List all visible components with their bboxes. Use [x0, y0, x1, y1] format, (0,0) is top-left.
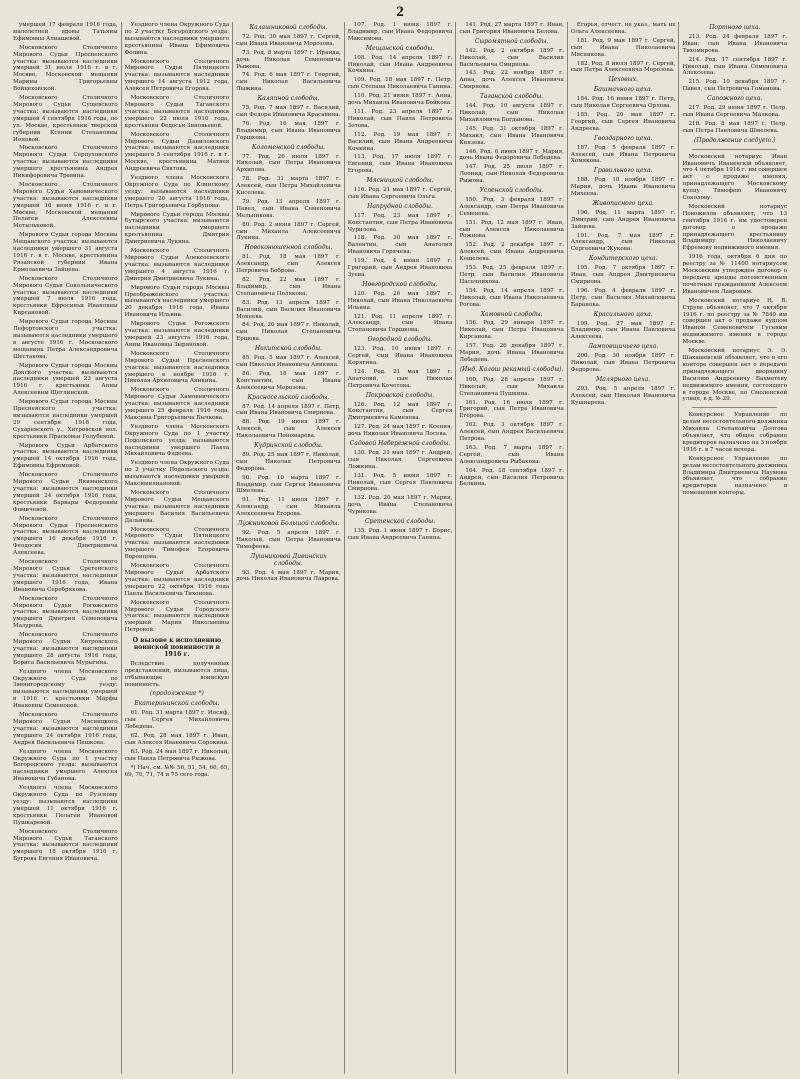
notice-paragraph: *) Нач. см. №№ 56, 51, 54, 60, 65, 69, 70, 71, 74 и 75 сего года.	[124, 764, 230, 778]
notice-paragraph: 111. Род. 23 апреля 1897 г. Николай, сын Павла Петровича Зотова.	[347, 108, 453, 129]
notice-paragraph: 199. Род. 27 мая 1897 г. Владимир, сын Ивана Павловича Алексеева.	[570, 320, 676, 341]
notice-paragraph: 88. Род. 19 июня 1897 г. Алексей, сын Алексея Николаевича Пономарева.	[236, 419, 341, 440]
notice-paragraph: 213. Род. 24 февраля 1897 г. Иван, сын Ивана Ивановича Тихомирова.	[682, 33, 788, 54]
notice-paragraph: 130. Род. 31 мая 1897 г. Андрей, сын Николая Сергеевича Ложкина.	[347, 449, 453, 470]
section-heading: Кудринской слободы.	[254, 442, 323, 450]
notice-paragraph: 113. Род. 17 июля 1897 г. Евгений, сын Ивана Ивановича Егорова.	[347, 154, 453, 175]
notice-paragraph: 74. Род. 6 мая 1897 г. Георгий, сын Николая Васильевича Лыжина.	[236, 72, 341, 93]
notice-paragraph: 161. Род. 16 июля 1897 г. Григорий, сын Петра Ивановича Егорова.	[459, 399, 564, 420]
notice-paragraph: 73. Род. 8 марта 1897 г. Ираида, дочь Николая Семеновича Рыжова.	[236, 49, 341, 70]
column-3	[233, 22, 345, 1074]
section-heading: Каляпной слободы.	[257, 95, 320, 103]
notice-paragraph: 160. Род. 28 апреля 1897 г. Николай, сын Михаила Степановича Пушкина.	[459, 376, 564, 397]
notice-paragraph: Уездного члена Московского Окружного Суда по Звенигородскому уезду: вызываются наследники умершей в 1916 г. крестьянки Марфы Ивановны Семеновой.	[13, 668, 118, 710]
notice-paragraph: 182. Род. 8 июля 1897 г. Сергей, сын Петра Алексеевича Морозова.	[570, 60, 676, 74]
notice-paragraph: 187. Род. 5 февраля 1897 г. Алексей, сын Ивана Петровича Хомякова.	[570, 144, 676, 165]
notice-paragraph: Мирового Судьи Рогожского участка: вызываются наследники умершей 23 августа 1916 года, Анны Ивановны Зыряновой.	[124, 321, 230, 348]
notice-paragraph: Вследствие полученных представлений, вызываются лица, отбывающие воинскую повинность.	[124, 660, 230, 688]
section-heading: Мясницкой слободы.	[366, 177, 434, 185]
section-heading: Коломенской слободы.	[251, 143, 326, 151]
notice-paragraph: Московского Столичного Мирового Судьи Мясницкого участка: вызываются наследники умершего 24 октября 1916 года, Андрея Васильевича Пешкова.	[13, 712, 118, 746]
notice-paragraph: 153. Род. 25 февраля 1897 г. Петр, сын Василия Ивановича Пасечникова.	[459, 265, 564, 285]
section-heading: Малярного цеха.	[596, 375, 651, 383]
notice-paragraph: 188. Род. 18 ноября 1897 г. Мария, дочь Ивана Ивановича Михеева.	[570, 177, 676, 198]
notice-paragraph: Уездного члена Окружного Суда по 2 участку Подольского уезда: вызываются наследники умершей Максимилиановой.	[124, 460, 230, 488]
divider	[692, 149, 777, 150]
notice-paragraph: 116. Род. 21 мая 1897 г. Сергей, сын Ивана Сергеевича Ольга.	[347, 187, 453, 200]
notice-paragraph: 163. Род. 7 марта 1897 г. Сергей, сын Ивана Александровича Рыбакова.	[459, 444, 564, 465]
notice-paragraph: 120. Род. 26 мая 1897 г. Николай, сын Ивана Николаевича Ильина.	[347, 290, 453, 311]
section-heading: Ламповщичьего цеха.	[588, 343, 659, 351]
notice-paragraph: 195. Род. 7 октября 1897 г. Иван, сын Андрея Дмитриевича Смирнова.	[570, 265, 676, 285]
notice-paragraph: Уездного члена Окружного Суда по 2 участку Богородского уезда: вызываются наследники умершего крестьянина Ивана Ефимовича Фолина.	[124, 22, 230, 56]
notice-paragraph: 76. Род. 16 мая 1897 г. Владимир, сын Ивана Ивановича Горшкова.	[236, 120, 341, 141]
notice-paragraph: Егорья, отчест. не указ., мать их Ольга Алексеевна.	[570, 22, 676, 35]
notice-paragraph: Московского Столичного Мирового Судьи Сущевского участка: вызываются наследники умершей 4 сентября 1916 года, по ул. Москве, крестьянки тверской губернии Ксении Степановны Ионовой.	[13, 95, 118, 143]
notice-paragraph: 141. Род. 27 марта 1897 г. Иван, сын Григория Ивановича Белова.	[459, 22, 564, 35]
column-1	[10, 22, 122, 1074]
notice-paragraph: 1916 года, октября 6 дня по реестру за № 11400 нотариусом Московским утвержден договор о передаче аренды потомственным почетным гражданином Алексеем Ивановичем Лавровым.	[682, 254, 788, 295]
notice-paragraph: 181. Род. 9 мая 1897 г. Сергей, сын Ивана Николаевича Мясникова.	[570, 37, 676, 58]
notice-paragraph: 215. Род. 10 декабря 1897 г. Павел, сын Петровича Гоманова.	[682, 79, 788, 93]
notice-paragraph: Московского Столичного Мирового Судьи Хитровского участка: вызываются наследники умершего 28 августа 1916 года, Бориса Васильевича Мурыгина.	[13, 632, 118, 666]
notice-paragraph: 144. Род. 10 августа 1897 г. Николай, сын Николая Михайловича Богданова.	[459, 103, 564, 123]
notice-paragraph: Мирового Судьи города Москвы Мещанского участка: вызываются наследники умершего 31 августа 1916 г. в г. Москве, крестьянина Рязанской губернии Ивана Ермолаевича Зайцева.	[13, 232, 118, 273]
notice-paragraph: Конкурсное Управление по делам несостоятельного должника Михаила Степановича Долгова объявляет, что общее собрание кредиторов назначено на 3 ноября 1916 г. в 7 часов вечера.	[682, 412, 788, 453]
notice-paragraph: 61. Род. 31 марта 1897 г. Иосиф, сын Сергея Михайловича Лебедева.	[124, 710, 230, 731]
notice-paragraph: Конкурсное Управление по делам несостоятельного должника Владимира Дмитриевича Наумова объявляет, что собрание кредиторов назначено в помещении конторы.	[682, 455, 788, 497]
section-heading: Хамовной слободы.	[480, 310, 543, 318]
notice-paragraph: Московский нотариус Новожилов объявляет, что 13 сентября 1916 г. им удостоверен договор о продаже принадлежащего крестьянину Владимиру Николаевичу Ефремову недвижимого имения.	[682, 203, 788, 252]
notice-paragraph: 117. Род. 23 мая 1897 г. Константин, сын Петра Ивановича Чурилова.	[347, 212, 453, 233]
article-heading: О вызове к исполнению воинской повинности в 1916 г.	[132, 637, 222, 658]
notice-paragraph: Московского Столичного Мирового Судьи Пятницкого участка: вызываются наследники умершего 14 августа 1912 года, Алексея Петровича Егорова.	[124, 58, 230, 93]
section-heading: Живописного цеха.	[592, 199, 654, 207]
notice-paragraph: 126. Род. 12 мая 1897 г. Константин, сын Сергея Дмитриевича Каменева.	[347, 401, 453, 422]
notice-paragraph: Московского Столичного Мирового Судьи Хамовнического участка: вызываются наследники умершей 16 июня 1916 г. в г. Москве, Московской мещанки Пелагеи Алексеевны Мотыльковой.	[13, 181, 118, 230]
notice-paragraph: 157. Род. 26 декабря 1897 г. Мария, дочь Ивана Ивановича Лебедева.	[459, 343, 564, 363]
notice-paragraph: 81. Род. 18 мая 1897 г. Александр, сын Алексея Петровича Боброва.	[236, 254, 341, 275]
section-heading: Сретенской слободы.	[364, 518, 436, 526]
notice-paragraph: 86. Род. 18 мая 1897 г. Константин, сын Ивана Алексеевича Морозова.	[236, 370, 341, 391]
notice-paragraph: 147. Род. 25 июля 1897 г. Леонид, сын Николая Федоровича Рыжова.	[459, 164, 564, 185]
notice-paragraph: 91. Род. 11 июля 1897 г. Александр, сын Михаила Алексеевича Егорова.	[236, 497, 341, 518]
notice-paragraph: Московского Столичного Мирового Судьи Мещанского участка: вызываются наследники умершего Василия Васильевича Дальнева.	[124, 490, 230, 524]
notice-paragraph: 156. Род. 29 января 1897 г. Николай, сын Петра Ивановича Кирсанова.	[459, 320, 564, 341]
notice-paragraph: Мирового Судьи города Москвы Пресненского участка: вызываются наследники умершей 29 сентября 1916 года, Сухаревского у., Хитровской вол. крестьянки Прасковьи Голубевой.	[13, 399, 118, 440]
editorial-note: (продолжение *)	[149, 690, 204, 698]
notice-paragraph: 123. Род. 10 июня 1897 г. Сергей, сын Ивана Ивановича Корягина.	[347, 346, 453, 366]
notice-paragraph: 75. Род. 7 мая 1897 г. Василий, сын Федора Ивановича Красавина.	[236, 105, 341, 118]
notice-paragraph: 62. Род. 28 мая 1897 г. Иван, сын Алексея Ивановича Сорокина.	[124, 733, 230, 746]
section-heading: Новоконюшенной слободы.	[244, 244, 333, 252]
notice-paragraph: 203. Род. 5 апреля 1897 г. Алексей, сын Николая Ивановича Кушнарева.	[570, 385, 676, 406]
notice-paragraph: Московского Столичного Мирового Судьи Таганского участка: вызываются наследники умершего 18 октября 1916 г. Бугрова Евгения Ивановича.	[13, 828, 118, 863]
section-heading: Сыромятной слободы.	[474, 37, 549, 45]
notice-paragraph: 90. Род. 10 марта 1897 г. Владимир, сын Сергея Ивановича Шмелева.	[236, 474, 341, 495]
notice-paragraph: 118. Род. 30 мая 1897 г. Валентин, сын Анатолия Ивановича Горячева.	[347, 235, 453, 256]
notice-paragraph: 63. Род. 24 мая 1897 г. Николай, сын Павла Петровича Рыжова.	[124, 748, 230, 762]
section-heading: Огородной слободы.	[367, 336, 433, 344]
notice-paragraph: 190. Род. 11 марта 1897 г. Дмитрий, сын Андрея Ивановича Зайцева.	[570, 209, 676, 230]
notice-paragraph: 127. Род. 24 мая 1897 г. Ксения, дочь Николая Ивановича Лосева.	[347, 424, 453, 438]
notice-paragraph: 83. Род. 13 апреля 1897 г. Василий, сын Василия Ивановича Мокеева.	[236, 299, 341, 320]
notice-paragraph: Московского Столичного Мирового Судьи Даниловского участка: вызываются наследники умершего 5 сентября 1916 г. в г. Москве, крестьянина Матвея Андреевича Святова.	[124, 131, 230, 173]
notice-paragraph: Мирового Судьи города Москвы Лефортовского участка: вызываются наследники умершего в августе 1916 г. Московского мещанина Петра Александровича Шестакова.	[13, 319, 118, 360]
notice-paragraph: 109. Род. 18 мая 1897 г. Петр, сын Степана Николаевича Ганина.	[347, 77, 453, 91]
notice-paragraph: 107. Род. 1 июня 1897 г. Владимир, сын Ивана Федоровича Максимова.	[347, 22, 453, 42]
notice-paragraph: 196. Род. 4 февраля 1897 г. Петр, сын Василия Михайловича Баранова.	[570, 287, 676, 308]
section-heading: Садовой Набережной слободы.	[349, 440, 451, 448]
notice-paragraph: Московский нотариус Иван Ивановичъ Иваневскій объявляет, что 4 октября 1916 г. им совершен акт о продаже имения, принадлежащего Московскому купцу Тимофею Ивановичу Соколову.	[682, 153, 788, 202]
notice-paragraph: Московского Столичного Мирового Судьи Серпуховского участка: вызываются наследники умершего крестьянина Андрея Никифоровича Травина.	[13, 145, 118, 180]
notice-paragraph: 131. Род. 5 июня 1897 г. Николай, сын Сергея Павловича Смирнова.	[347, 472, 453, 493]
section-heading: Лужниковой Большой слободы.	[237, 520, 340, 528]
notice-paragraph: 112. Род. 19 мая 1897 г. Василий, сын Ивана Андреевича Кочкина.	[347, 131, 453, 152]
notice-paragraph: 84. Род. 20 мая 1897 г. Николай, сын Николая Степановича Ершова.	[236, 322, 341, 343]
notice-paragraph: Московского Столичного Мирового Судьи Пресненского участка: вызываются наследники умершего 16 декабря 1916 г. Феодосия Дмитриевича Алексеева.	[13, 515, 118, 557]
column-2	[122, 22, 234, 1074]
notice-paragraph: 150. Род. 3 февраля 1897 г. Александр, сын Петра Ивановича Семенова.	[459, 196, 564, 217]
notice-paragraph: 164. Род. 18 сентября 1897 г. Андрей, сын Василия Петровича Белкина.	[459, 467, 564, 488]
notice-paragraph: 200. Род. 30 ноября 1897 г. Николай, сын Ивана Петровича Федорова.	[570, 353, 676, 373]
notice-paragraph: Московского Столичного Мирового Судьи Арбатского участка: вызываются наследники умершего 22 октября 1916 года Павла Васильевича Тихонова.	[124, 563, 230, 597]
notice-paragraph: 152. Род. 2 декабря 1897 г. Алексей, сын Ивана Андреевича Кошелева.	[459, 242, 564, 263]
notice-paragraph: 119. Род. 4 июня 1897 г. Григорий, сын Андрея Ивановича Зуева.	[347, 258, 453, 278]
notice-paragraph: Мирового Судьи Арбатского участка: вызываются наследники умершей 14 октября 1916 года, Ефимовны Ефремовой.	[13, 442, 118, 470]
notice-paragraph: 121. Род. 11 апреля 1897 г. Александр, сын Ивана Степановича Горшкова.	[347, 313, 453, 334]
notice-paragraph: Московский нотариус Э. Э. Шахашевскій объявляет, что в его конторе совершен акт о передаче принадлежащего дворянину Василию Андреевичу Бахметеву недвижимого имения, состоящего в городе Москве, по Смоленской улице, в д. № 29.	[682, 348, 788, 403]
column-5	[456, 22, 568, 1074]
notice-paragraph: Московского Столичного Мирового Судьи Пресненского участка: вызываются наследники умершей 31 июля 1916 г. в г. Москве, Московской мещанки Марины Григорьевны Войцеховской.	[13, 44, 118, 93]
section-heading: Никитской слободы.	[254, 345, 323, 353]
column-4	[345, 22, 457, 1074]
notice-paragraph: 124. Род. 21 мая 1897 г. Анатолий, сын Николая Петровича Кочетова.	[347, 368, 453, 389]
notice-paragraph: Уездного члена Московского Окружного Суда по 1 участку Богородского уезда: вызываются наследники умершего Алексея Ивановича Губанова.	[13, 748, 118, 783]
section-heading: Успенской слободы.	[479, 187, 544, 195]
notice-paragraph: Уездного члена Московского Окружного Суда по Клинскому уезду: вызываются наследники умершего 20 августа 1916 года, Петра Григорьевича Горбунова.	[124, 175, 230, 209]
notice-paragraph: 217. Род. 29 июня 1897 г. Петр, сын Ивана Сергеевича Малкова.	[682, 105, 788, 118]
notice-paragraph: Московского Столичного Мирового Судьи Хамовнического участка: вызываются наследники умершего 25 февраля 1916 года, Максима Григорьевича Бычкова.	[124, 387, 230, 421]
section-heading: Гвоздарного цеха.	[594, 134, 653, 142]
notice-paragraph: 93. Род. 4 мая 1897 г. Мария, дочь Николая Ивановича Лаврова.	[236, 569, 341, 583]
notice-paragraph: 154. Род. 14 апреля 1897 г. Николай, сын Ивана Николаевича Рогова.	[459, 287, 564, 308]
section-heading: Калашниковой слободы.	[249, 24, 328, 31]
notice-paragraph: 191. Род. 7 мая 1897 г. Александр, сын Николая Сергеевича Жукова.	[570, 232, 676, 253]
notice-paragraph: 145. Род. 31 октября 1897 г. Михаил, сын Ивана Ивановича Князева.	[459, 125, 564, 146]
notice-paragraph: 92. Род. 5 апреля 1897 г. Николай, сын Петра Ивановича Тимофеева.	[236, 530, 341, 550]
notice-paragraph: 142. Род. 2 октября 1897 г. Николай, сын Василия Васильевича Смирнова.	[459, 47, 564, 68]
notice-paragraph: Московского Столичного Мирового Судьи Таганского участка: вызываются наследники умершего 22 июля 1916 года, крестьянки Федосьи Зиновьевой.	[124, 95, 230, 129]
section-heading: Сапожного цеха.	[707, 95, 763, 103]
section-heading: Гравильного цеха.	[593, 167, 653, 175]
notice-paragraph: Московского Столичного Мирового Судьи Якиманского участка: вызываются наследники умершей 24 октября 1916 года, крестьянки Варвары Федоровны Фомичевой.	[13, 472, 118, 513]
page-number: 2	[396, 4, 404, 20]
notice-paragraph: 78. Род. 31 марта 1897 г. Алексей, сын Петра Михайловича Киселева.	[236, 176, 341, 197]
notice-paragraph: умершей 17 февраля 1916 года, малолетней вдовы Татьяны Ефимовны Алиашевой.	[13, 22, 118, 42]
notice-paragraph: 146. Род. 6 июня 1897 г. Мария, дочь Ивана Федоровича Лебедева.	[459, 148, 564, 162]
section-heading: Мещанской слободы.	[365, 44, 435, 52]
notice-paragraph: Московский нотариус Н. В. Струве объявляет, что 7 октября 1916 г. по реестру за № 7840 им совершен акт о продаже купцом Иваном Семеновичем Гусевым недвижимого имения в городе Москве.	[682, 297, 788, 346]
editorial-note: (Продолжение следует.)	[694, 136, 776, 144]
notice-paragraph: Мирового Судьи города Москвы Донского участка: вызываются наследники умершей 23 августа 1916 г. крестьянки Анны Алексеевны Щеглинской.	[13, 362, 118, 397]
notice-paragraph: 85. Род. 5 мая 1897 г. Алексей, сын Николая Ивановича Аникина.	[236, 355, 341, 368]
notice-paragraph: 135. Род. 1 июня 1897 г. Борис, сын Ивана Андреевича Ганина.	[347, 528, 453, 541]
notice-paragraph: 82. Род. 22 мая 1897 г. Владимир, сын Ивана Степановича Полякова.	[236, 277, 341, 297]
column-7	[679, 22, 790, 1074]
notice-paragraph: 72. Род. 30 мая 1897 г. Сергей, сын Ивана Ивановича Морозова.	[236, 33, 341, 47]
section-heading: Портного цеха.	[709, 24, 761, 31]
notice-paragraph: 143. Род. 22 ноября 1897 г. Анна, дочь Алексея Ивановича Смирнова.	[459, 70, 564, 91]
notice-paragraph: 151. Род. 12 мая 1897 г. Иван, сын Алексея Николаевича Рожнова.	[459, 219, 564, 240]
notice-paragraph: 80. Род. 2 июня 1897 г. Сергей, сын Михаила Алексеевича Лукина.	[236, 221, 341, 242]
notice-paragraph: 184. Род. 16 июня 1897 г. Петр, сын Николая Сергеевича Орлова.	[570, 96, 676, 110]
text-columns	[10, 22, 790, 1074]
notice-paragraph: Московского Столичного Мирового Судьи Пресненского участка: вызываются наследники умершего в ноябре 1916 г. Николая Архиповича Аникина.	[124, 350, 230, 385]
notice-paragraph: 185. Род. 20 мая 1897 г. Георгий, сын Сергея Ивановича Андреева.	[570, 111, 676, 132]
editorial-note: (Инд. Калош рекамый слободы).	[459, 365, 564, 373]
divider	[692, 407, 777, 408]
notice-paragraph: 110. Род. 21 июня 1897 г. Анна, дочь Михаила Ивановича Бойкова.	[347, 93, 453, 107]
notice-paragraph: 108. Род. 14 апреля 1897 г. Николай, сын Ивана Андреевича Кочкина.	[347, 54, 453, 75]
notice-paragraph: Уездного члена Московского Окружного Суда по Рузскому уезду: вызываются наследники умершей 11 октября 1916 г. крестьянки Пелагеи Ивановой Пушкаревой.	[13, 785, 118, 826]
notice-paragraph: Московского Столичного Мирового Судьи Пятницкого участка: вызываются наследники умершего Тимофея Егоровича Воронцова.	[124, 526, 230, 561]
section-heading: Лушниковой Дивинских слободы.	[250, 552, 327, 567]
notice-paragraph: 79. Род. 13 апреля 1897 г. Павел, сын Ивана Семеновича Мельникова.	[236, 198, 341, 219]
notice-paragraph: Уездного члена Московского Окружного Суда по 1 участку Подольского уезда: вызываются наследники умершего Павла Михайловича Фадеева.	[124, 423, 230, 458]
section-heading: Новгородской слободы.	[362, 280, 438, 288]
notice-paragraph: Московского Столичного Мирового Судьи Рогожского участка: вызываются наследники умершего Дмитрия Семеновича Мазурова.	[13, 595, 118, 630]
notice-paragraph: 214. Род. 17 сентября 1897 г. Николай, сын Ивана Семеновича Алексеева.	[682, 56, 788, 77]
section-heading: Напрудной слободы.	[367, 202, 433, 210]
section-heading: Таганской слободы.	[480, 93, 544, 101]
notice-paragraph: Мирового Судьи города Москвы Преображенского участка: вызываются наследники умершего 20 декабря 1916 года, Ивана Ивановича Ильина.	[124, 284, 230, 319]
notice-paragraph: Московского Столичного Мирового Судьи Сокольнического участка: вызываются наследники умершей 7 июля 1916 года, крестьянки Ефросиньи Ивановны Кирсановой.	[13, 275, 118, 317]
notice-paragraph: 162. Род. 3 октября 1897 г. Алексей, сын Андрея Васильевича Петрова.	[459, 422, 564, 443]
section-heading: Красильного цеха.	[593, 310, 653, 318]
notice-paragraph: 132. Род. 20 мая 1897 г. Мария, дочь Ивана Степановича Чурикова.	[347, 495, 453, 516]
section-heading: Красносельской слободы.	[247, 393, 330, 401]
notice-paragraph: Московского Столичного Мирового Судьи Городского участка: вызываются наследники умершей Марии Николаевны Петровой.	[124, 599, 230, 634]
notice-paragraph: 87. Род. 14 апреля 1897 г. Петр, сын Ивана Ивановича Смирнова.	[236, 403, 341, 417]
section-heading: Екатерининской слободы.	[134, 700, 220, 708]
section-heading: Покровской слободы.	[365, 391, 435, 399]
section-heading: Кондитерского цеха.	[588, 255, 658, 263]
notice-paragraph: 89. Род. 25 мая 1897 г. Николай, сын Николая Петровича Федорова.	[236, 451, 341, 472]
notice-paragraph: 77. Род. 26 июля 1897 г. Николай, сын Петра Ивановича Архипова.	[236, 153, 341, 174]
column-6	[568, 22, 680, 1074]
notice-paragraph: Мирового Судьи города Москвы Бутырского участка: вызываются наследники умершего крестьянина Дмитрия Дмитриевича Лукина.	[124, 211, 230, 246]
section-heading: Башмачного цеха.	[593, 86, 653, 94]
notice-paragraph: Московского Столичного Мирового Судьи Сретенского участка: вызываются наследники умершего 1916 года, Ивана Ивановича Серебрякова.	[13, 559, 118, 593]
notice-paragraph: 218. Род. 8 мая 1897 г. Петр, сын Петра Павловича Шмелева.	[682, 120, 788, 134]
section-heading: Цеховых.	[608, 76, 638, 84]
notice-paragraph: Московского Столичного Мирового Судьи Алексеевского участка: вызываются наследники умершего 4 августа 1916 г. Дмитрия Дмитриевича Лукина.	[124, 248, 230, 282]
